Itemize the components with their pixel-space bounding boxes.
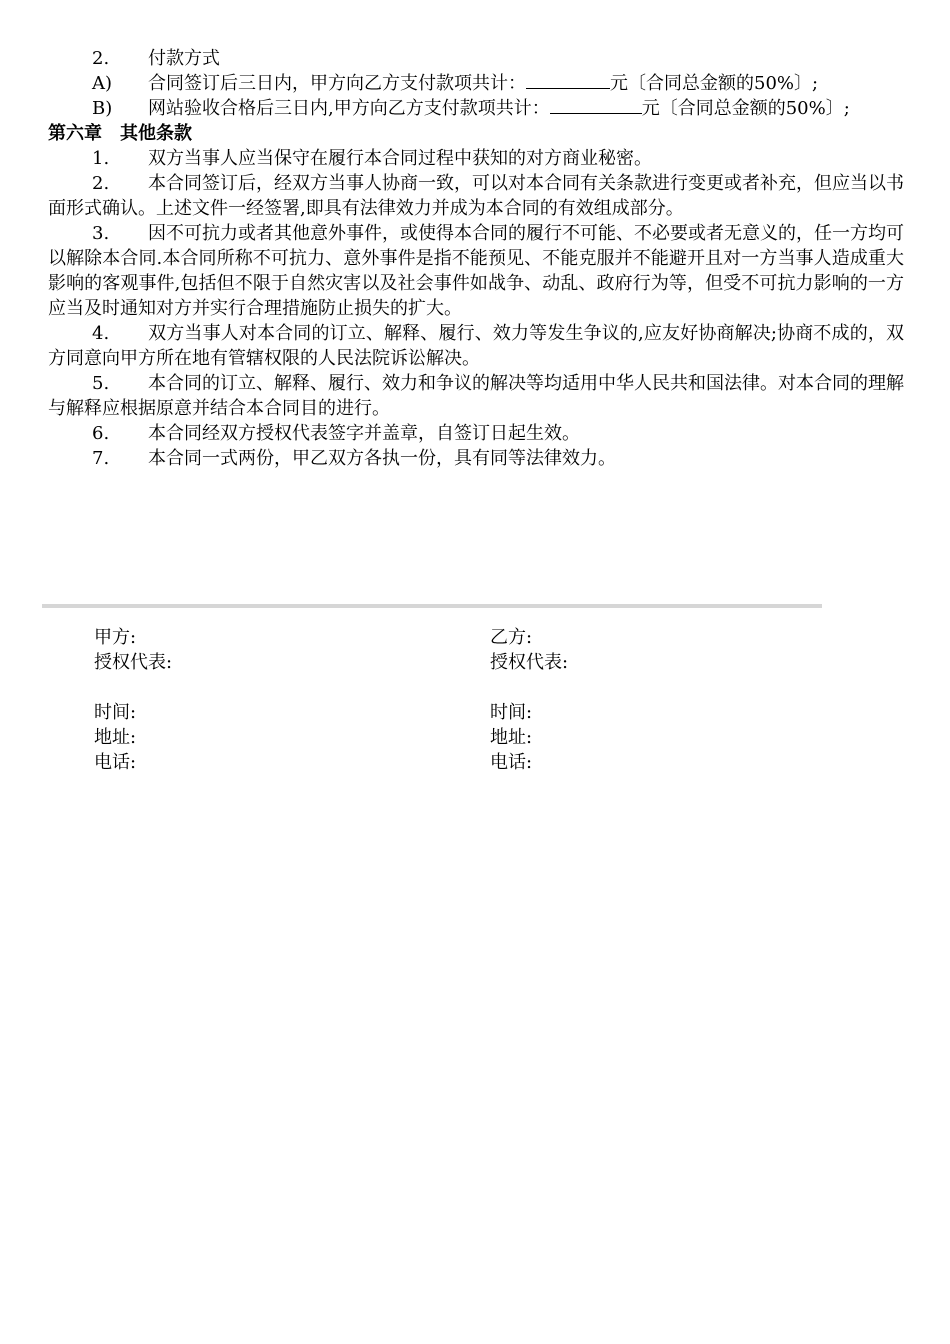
clause-text: 双方当事人对本合同的订立、解释、履行、效力等发生争议的,应友好协商解决;协商不成的，双方同意向甲方所在地有管辖权限的人民法院诉讼解决。: [48, 323, 904, 369]
clause-number: 7.: [92, 448, 110, 469]
party-b-label: 乙方:: [490, 627, 533, 648]
amount-blank-a[interactable]: [526, 71, 610, 89]
clause-item: [48, 371, 904, 421]
payment-title-number: 2.: [92, 48, 110, 69]
clause-number: 3.: [92, 223, 110, 244]
clause-item: [48, 446, 904, 471]
clause-text: 本合同一式两份，甲乙双方各执一份，具有同等法律效力。: [148, 448, 616, 469]
payment-clause-a: [48, 71, 904, 96]
clause-number: 5.: [92, 373, 110, 394]
clause-text: 本合同经双方授权代表签字并盖章，自签订日起生效。: [148, 423, 580, 444]
clause-a-text-before: 合同签订后三日内，甲方向乙方支付款项共计：: [148, 73, 526, 94]
payment-section-title: [48, 46, 904, 71]
chapter-six-heading: 第六章 其他条款: [48, 123, 192, 144]
clause-item: [48, 221, 904, 321]
clause-b-number: B): [92, 98, 113, 119]
clause-b-text-after: 元〔合同总金额的50%〕;: [641, 98, 850, 119]
clause-item: [48, 421, 904, 446]
party-a-phone-label: 电话:: [94, 752, 137, 773]
clause-text: 因不可抗力或者其他意外事件，或使得本合同的履行不可能、不必要或者无意义的，任一方均可以解除本合同.本合同所称不可抗力、意外事件是指不能预见、不能克服并不能避开且对一方当事人造成重大影响的客观事件,包括但不限于自然灾害以及社会事件如战争、动乱、政府行为等，但受不可抗力影响的一方应当及时通知对方并实行合理措施防止损失的扩大。: [48, 223, 904, 319]
clause-text: 本合同的订立、解释、履行、效力和争议的解决等均适用中华人民共和国法律。对本合同的理解与解释应根据原意并结合本合同目的进行。: [48, 373, 904, 419]
clause-number: 1.: [92, 148, 110, 169]
signature-spacer: [490, 675, 568, 700]
amount-blank-b[interactable]: [550, 96, 642, 114]
clause-item: [48, 321, 904, 371]
clause-text: 双方当事人应当保守在履行本合同过程中获知的对方商业秘密。: [148, 148, 652, 169]
clause-a-number: A): [92, 73, 113, 94]
clause-number: 2.: [92, 173, 110, 194]
party-b-address-label: 地址:: [490, 727, 533, 748]
payment-title-text: 付款方式: [148, 48, 220, 69]
clause-number: 6.: [92, 423, 110, 444]
signature-spacer: [94, 675, 172, 700]
clause-a-text-after: 元〔合同总金额的50%〕;: [610, 73, 819, 94]
party-a-signature-block: [94, 625, 172, 775]
clause-item: [48, 146, 904, 171]
signature-separator: [42, 604, 822, 608]
payment-clause-b: [48, 96, 904, 121]
clause-text: 本合同签订后，经双方当事人协商一致，可以对本合同有关条款进行变更或者补充，但应当以书面形式确认。上述文件一经签署,即具有法律效力并成为本合同的有效组成部分。: [48, 173, 904, 219]
party-b-time-label: 时间:: [490, 702, 533, 723]
clause-item: [48, 171, 904, 221]
party-a-time-label: 时间:: [94, 702, 137, 723]
party-b-signature-block: [490, 625, 568, 775]
clause-number: 4.: [92, 323, 110, 344]
contract-document: [48, 46, 904, 471]
party-b-phone-label: 电话:: [490, 752, 533, 773]
party-a-address-label: 地址:: [94, 727, 137, 748]
party-b-rep-label: 授权代表:: [490, 652, 569, 673]
clause-b-text-before: 网站验收合格后三日内,甲方向乙方支付款项共计：: [148, 98, 550, 119]
party-a-label: 甲方:: [94, 627, 137, 648]
party-a-rep-label: 授权代表:: [94, 652, 173, 673]
